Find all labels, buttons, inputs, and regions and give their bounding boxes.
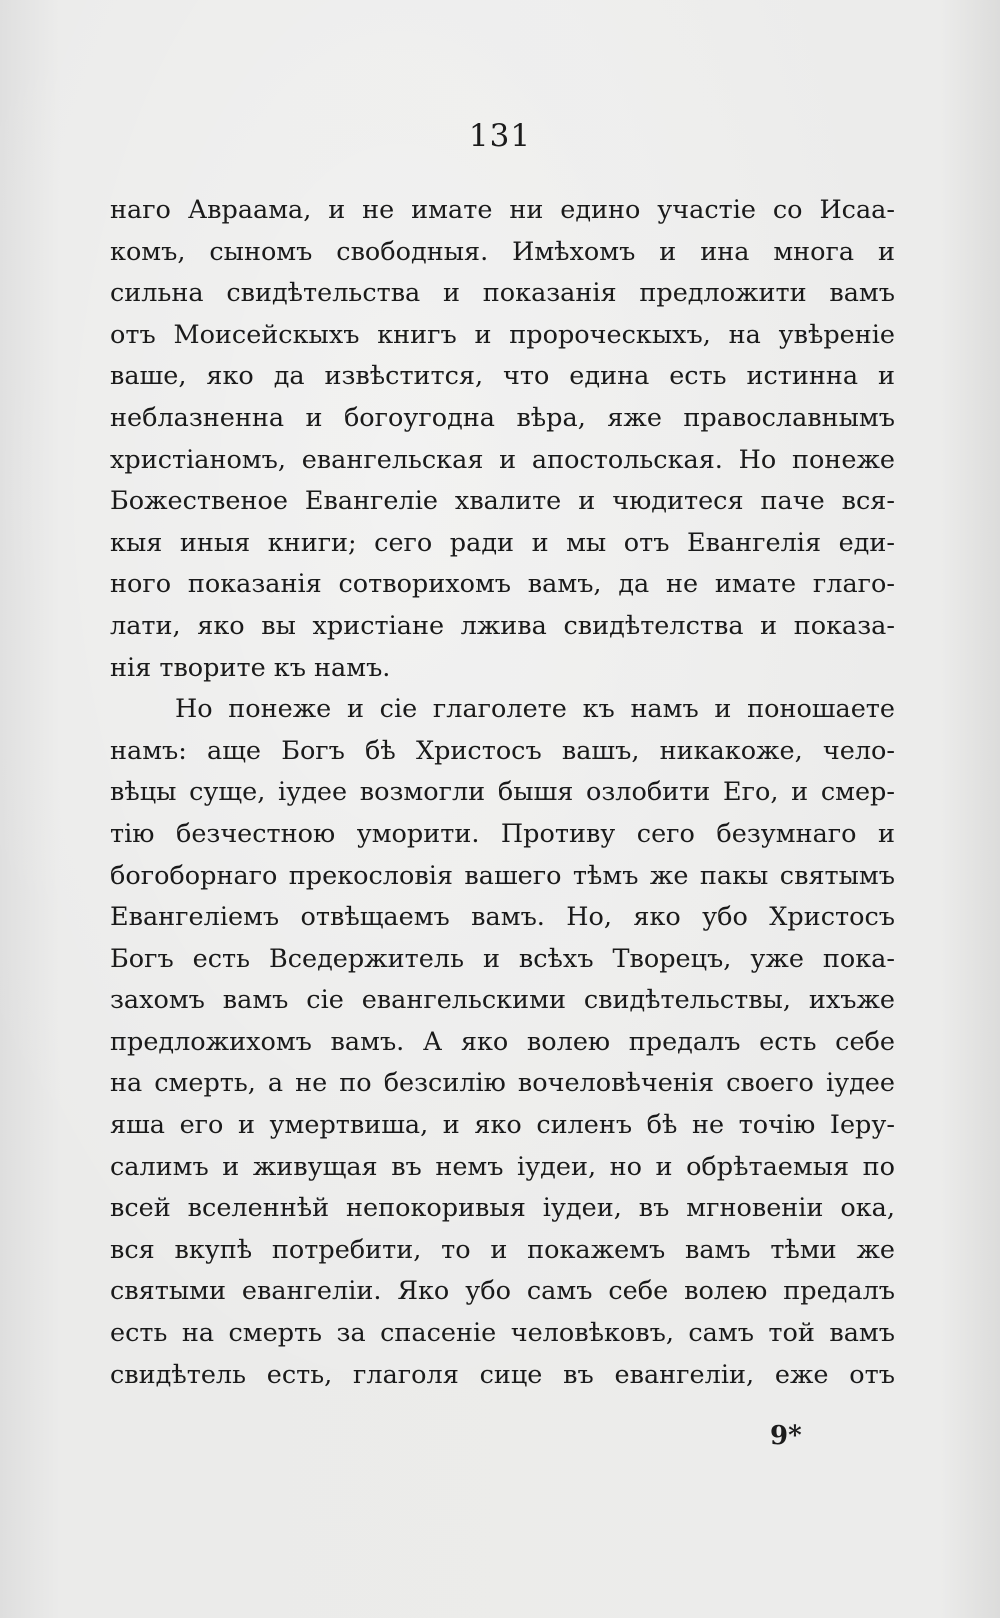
text-line: ваше, яко да извѣстится, что едина есть истинна и (110, 361, 895, 392)
text-line: ного показанія сотворихомъ вамъ, да не имате глаго- (110, 569, 895, 600)
text-line: отъ Моисейскыхъ книгъ и пророческыхъ, на увѣреніе (110, 319, 895, 350)
text-line: богоборнаго прекословія вашего тѣмъ же пакы святымъ (110, 860, 895, 891)
text-line: кыя иныя книги; сего ради и мы отъ Евангелія еди- (110, 527, 895, 558)
text-line: сильна свидѣтельства и показанія предложити вамъ (110, 278, 895, 309)
text-line: на смерть, а не по безсилію вочеловѣченія своего іудее (110, 1068, 895, 1099)
text-line: всей вселеннѣй непокоривыя іудеи, въ мгновеніи ока, (110, 1193, 895, 1224)
text-line: Божественое Евангеліе хвалите и чюдитеся паче вся- (110, 486, 895, 517)
text-line: тію безчестною уморити. Противу сего безумнаго и (110, 818, 895, 849)
text-line: Но понеже и сіе глаголете къ намъ и поношаете (175, 694, 895, 725)
text-line: лати, яко вы христіане лжива свидѣтелства и показа- (110, 610, 895, 641)
text-line: салимъ и живущая въ немъ іудеи, но и обрѣтаемыя по (110, 1151, 895, 1182)
text-line: предложихомъ вамъ. А яко волею предалъ есть себе (110, 1026, 895, 1057)
text-line: нія творите къ намъ. (110, 652, 391, 683)
text-line: наго Авраама, и не имате ни едино участіе со Исаа- (110, 195, 895, 225)
text-line: яша его и умертвиша, и яко силенъ бѣ не точію Іеру- (110, 1110, 895, 1141)
signature-mark: 9* (770, 1421, 802, 1451)
text-line: вѣцы суще, іудее возмогли бышя озлобити Его, и смер- (110, 777, 895, 808)
text-line: неблазненна и богоугодна вѣра, яже православнымъ (110, 402, 895, 433)
text-line: христіаномъ, евангельская и апостольская. Но понеже (110, 444, 895, 475)
text-line: Евангеліемъ отвѣщаемъ вамъ. Но, яко убо Христосъ (110, 902, 895, 933)
text-line: святыми евангеліи. Яко убо самъ себе волею предалъ (110, 1276, 895, 1307)
text-line: намъ: аще Богъ бѣ Христосъ вашъ, никакоже, чело- (110, 735, 895, 766)
text-line: есть на смерть за спасеніе человѣковъ, самъ той вамъ (110, 1318, 895, 1349)
text-line: свидѣтель есть, глаголя сице въ евангеліи, еже отъ (110, 1359, 895, 1390)
body-text (110, 190, 895, 1396)
text-line: Богъ есть Вседержитель и всѣхъ Творецъ, уже пока- (110, 943, 895, 974)
text-line: вся вкупѣ потребити, то и покажемъ вамъ тѣми же (110, 1234, 895, 1265)
text-line: захомъ вамъ сіе евангельскими свидѣтельствы, ихъже (110, 985, 895, 1016)
text-line: комъ, сыномъ свободныя. Имѣхомъ и ина многа и (110, 236, 895, 267)
page-number: 131 (468, 118, 532, 154)
